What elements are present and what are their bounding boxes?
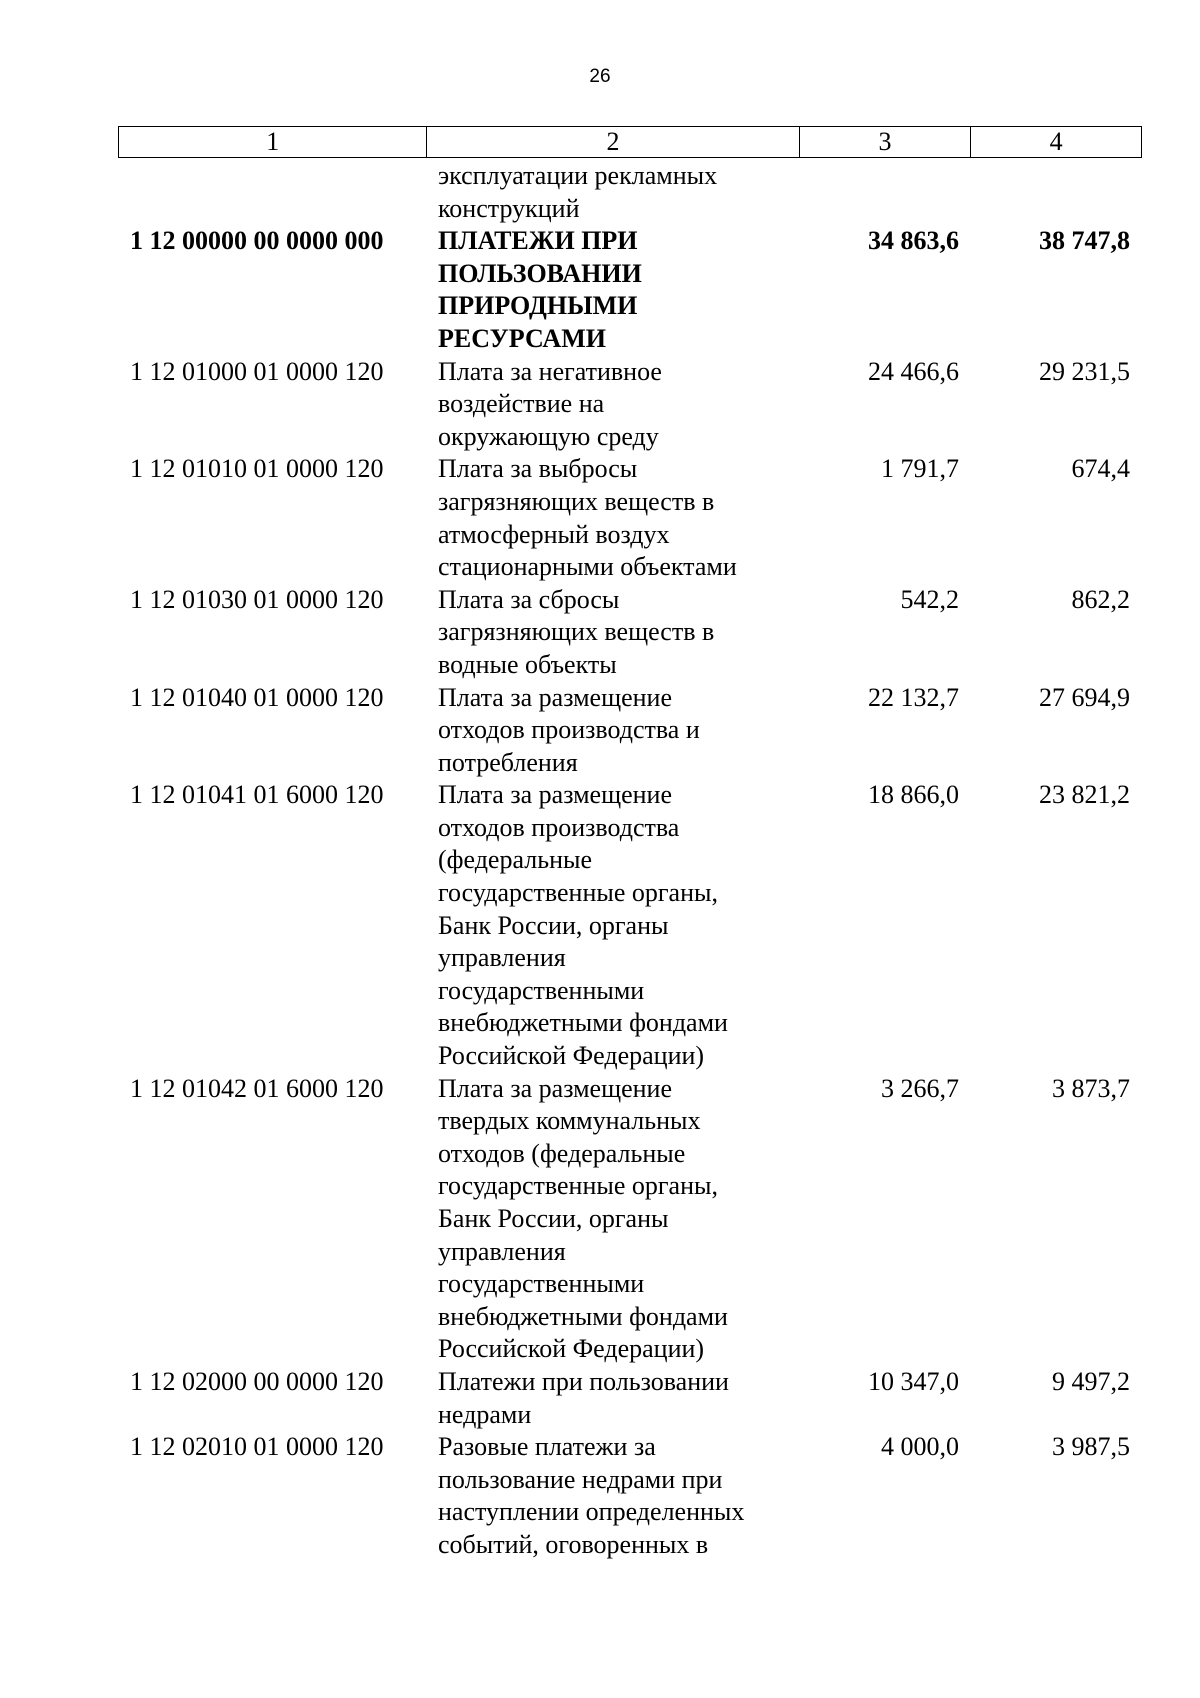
revenue-name: Плата за размещение отходов производства (федеральные государственные органы, Банк России, органы управления государственными внебюджетными фондами Российской Федерации) bbox=[438, 780, 728, 1071]
table-row bbox=[118, 1073, 1142, 1366]
revenue-name: Плата за размещение отходов производства и потребления bbox=[438, 682, 700, 777]
table-body bbox=[118, 160, 1142, 1562]
value-col4: 23 821,2 bbox=[1039, 780, 1130, 810]
table-row bbox=[118, 1366, 1142, 1431]
value-col4: 862,2 bbox=[1071, 584, 1130, 614]
budget-code: 1 12 01041 01 6000 120 bbox=[130, 780, 384, 810]
revenue-name: Плата за выбросы загрязняющих веществ в атмосферный воздух стационарными объектами bbox=[438, 454, 737, 582]
budget-code: 1 12 01000 01 0000 120 bbox=[130, 356, 384, 386]
revenue-name: ПЛАТЕЖИ ПРИ ПОЛЬЗОВАНИИ ПРИРОДНЫМИ РЕСУРСАМИ bbox=[438, 226, 642, 353]
value-col4: 38 747,8 bbox=[1039, 226, 1130, 256]
table-row bbox=[118, 225, 1142, 355]
budget-code: 1 12 01040 01 0000 120 bbox=[130, 682, 384, 712]
header-cell-1: 1 bbox=[266, 127, 280, 156]
value-col3: 24 466,6 bbox=[868, 356, 959, 386]
budget-code: 1 12 01030 01 0000 120 bbox=[130, 584, 384, 614]
value-col4: 9 497,2 bbox=[1052, 1366, 1130, 1396]
revenue-name: Платежи при пользовании недрами bbox=[438, 1366, 729, 1429]
revenue-name: эксплуатации рекламных конструкций bbox=[438, 161, 718, 223]
table-row bbox=[118, 160, 1142, 225]
value-col3: 1 791,7 bbox=[881, 454, 959, 484]
value-col3: 22 132,7 bbox=[868, 682, 959, 712]
revenue-name: Плата за размещение твердых коммунальных отходов (федеральные государственные органы, Банк России, органы управления государственными внебюджетными фондами Российской Федерации) bbox=[438, 1073, 728, 1364]
value-col3: 4 000,0 bbox=[881, 1432, 959, 1462]
budget-code: 1 12 01042 01 6000 120 bbox=[130, 1073, 384, 1103]
budget-code: 1 12 00000 00 0000 000 bbox=[130, 226, 384, 256]
table-row bbox=[118, 1431, 1142, 1561]
value-col3: 542,2 bbox=[900, 584, 959, 614]
page-number: 26 bbox=[589, 66, 611, 87]
value-col4: 27 694,9 bbox=[1039, 682, 1130, 712]
table-header-row bbox=[118, 126, 1142, 158]
table-row bbox=[118, 453, 1142, 583]
revenue-name: Разовые платежи за пользование недрами при наступлении определенных событий, оговоренных в bbox=[438, 1432, 745, 1559]
table-row bbox=[118, 356, 1142, 454]
revenue-name: Плата за негативное воздействие на окружающую среду bbox=[438, 356, 662, 451]
table-row bbox=[118, 779, 1142, 1072]
budget-code: 1 12 01010 01 0000 120 bbox=[130, 454, 384, 484]
budget-code: 1 12 02000 00 0000 120 bbox=[130, 1366, 384, 1396]
value-col4: 3 987,5 bbox=[1052, 1432, 1130, 1462]
value-col3: 3 266,7 bbox=[881, 1073, 959, 1103]
value-col3: 34 863,6 bbox=[868, 226, 959, 256]
value-col4: 674,4 bbox=[1071, 454, 1130, 484]
header-cell-2: 2 bbox=[426, 127, 798, 157]
revenue-name: Плата за сбросы загрязняющих веществ в водные объекты bbox=[438, 584, 715, 679]
header-cell-3: 3 bbox=[799, 127, 971, 157]
value-col3: 18 866,0 bbox=[868, 780, 959, 810]
table-row bbox=[118, 682, 1142, 780]
value-col3: 10 347,0 bbox=[868, 1366, 959, 1396]
value-col4: 3 873,7 bbox=[1052, 1073, 1130, 1103]
value-col4: 29 231,5 bbox=[1039, 356, 1130, 386]
header-cell-4: 4 bbox=[970, 127, 1141, 157]
table-row bbox=[118, 584, 1142, 682]
budget-code: 1 12 02010 01 0000 120 bbox=[130, 1432, 384, 1462]
